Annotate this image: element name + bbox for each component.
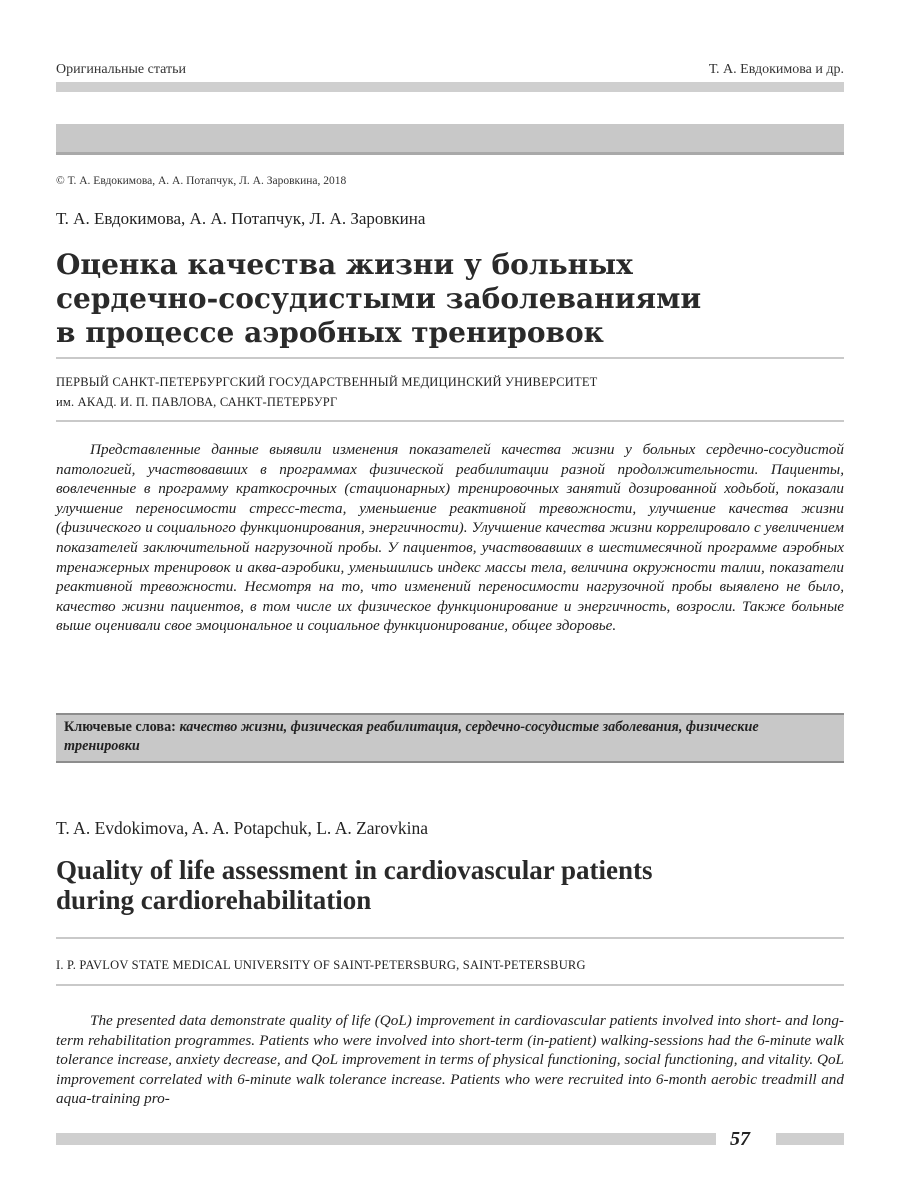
authors-en: T. A. Evdokimova, A. A. Potapchuk, L. A. Zarovkina — [56, 818, 428, 838]
authors-ru: Т. А. Евдокимова, А. А. Потапчук, Л. А. Заровкина — [56, 209, 426, 228]
affiliation-ru-line: ПЕРВЫЙ САНКТ-ПЕТЕРБУРГСКИЙ ГОСУДАРСТВЕННЫЙ МЕДИЦИНСКИЙ УНИВЕРСИТЕТ — [56, 375, 598, 389]
keywords-label: Ключевые слова: — [64, 719, 176, 735]
affiliation-en: I. P. PAVLOV STATE MEDICAL UNIVERSITY OF SAINT-PETERSBURG, SAINT-PETERSBURG — [56, 958, 586, 972]
abstract-ru-text: Представленные данные выявили изменения показателей качества жизни у больных сердечно-сосудистой патологией, участвовавших в программах физической реабилитации разной продолжительности. Пациенты, вовлеченные в программу краткосрочных (стационарных) тренировочных занятий дозированной ходьбой, показали улучшение переносимости стресс-теста, уменьшение реактивной тревожности, улучшение качества жизни (физического и социального функционирования, энергичности). Улучшение качества жизни коррелировало с увеличением показателей заключительной нагрузочной пробы. У пациентов, участвовавших в шестимесячной программе аэробных тренажерных тренировок и аква-аэробики, уменьшились индекс массы тела, величина окружности талии, показатели реактивной тревожности. Несмотря на то, что изменений переносимости нагрузочной пробы выявлено не было, качество жизни пациентов, в том числе их физическое функционирование и энергичность, возросли. Также больные выше оценивали свое эмоциональное и социальное функционирование, общее здоровье. — [56, 441, 844, 635]
keywords-box — [56, 713, 844, 763]
article-title-en — [56, 855, 816, 915]
affiliation-ru-line: им. АКАД. И. П. ПАВЛОВА, САНКТ-ПЕТЕРБУРГ — [56, 395, 338, 409]
page-number: 57 — [730, 1128, 750, 1150]
copyright-line: © Т. А. Евдокимова, А. А. Потапчук, Л. А. Заровкина, 2018 — [56, 175, 347, 187]
title-ru-line: сердечно-сосудистыми заболеваниями — [56, 282, 702, 315]
running-authors: Т. А. Евдокимова и др. — [708, 62, 844, 77]
footer-bar-left — [56, 1133, 716, 1145]
header-banner-bar — [56, 124, 844, 155]
keywords — [64, 718, 836, 756]
divider — [56, 937, 844, 939]
title-en-line: during cardiorehabilitation — [56, 885, 372, 915]
footer-bar-right — [776, 1133, 844, 1145]
divider — [56, 984, 844, 986]
running-section-title: Оригинальные статьи — [56, 62, 186, 77]
article-title-ru — [56, 248, 756, 350]
divider — [56, 420, 844, 422]
abstract-en — [56, 1011, 844, 1109]
affiliation-ru — [56, 372, 598, 412]
title-en-line: Quality of life assessment in cardiovascular patients — [56, 855, 653, 885]
header-rule-bar — [56, 82, 844, 92]
title-ru-line: Оценка качества жизни у больных — [56, 248, 633, 281]
divider — [56, 357, 844, 359]
keywords-values: качество жизни, физическая реабилитация, сердечно-сосудистые заболевания, физические тренировки — [64, 719, 759, 754]
title-ru-line: в процессе аэробных тренировок — [56, 316, 604, 349]
abstract-ru — [56, 440, 844, 636]
abstract-en-text: The presented data demonstrate quality of life (QoL) improvement in cardiovascular patients involved into short- and long-term rehabilitation programmes. Patients who were involved into short-term (in-patient) walking-sessions had the 6-minute walk tolerance increase, anxiety decrease, and QoL improvement in terms of physical functioning, social functioning, and vitality. QoL improvement correlated with 6-minute walk tolerance increase. Patients who were recruited into 6-month aerobic treadmill and aqua-training pro- — [56, 1012, 844, 1108]
